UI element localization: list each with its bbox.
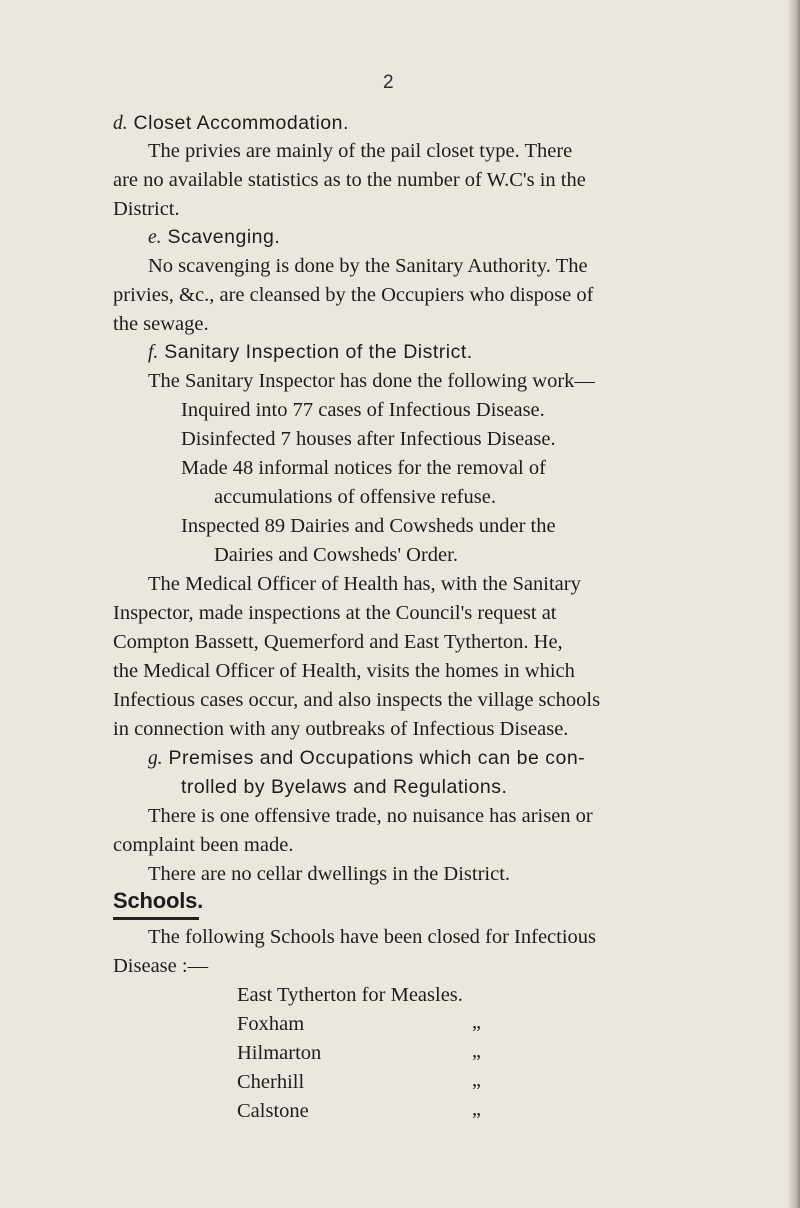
para-f-line-12: Infectious cases occur, and also inspects the village schools <box>113 689 601 711</box>
schools-heading: Schools. <box>113 888 204 913</box>
para-f-line-11: the Medical Officer of Health, visits the homes in which <box>113 660 575 682</box>
school-list-item: East Tytherton for Measles. <box>237 984 463 1006</box>
section-f-heading <box>148 339 473 366</box>
section-d-letter: d. <box>113 113 128 134</box>
page-number: 2 <box>383 72 394 93</box>
para-e-line-2: privies, &c., are cleansed by the Occupiers who dispose of <box>113 284 594 306</box>
schools-intro-line-2: Disease :— <box>113 955 209 977</box>
para-f-line-3: Disinfected 7 houses after Infectious Disease. <box>181 428 556 450</box>
section-e-title: Scavenging. <box>167 226 281 248</box>
para-f-line-7: Dairies and Cowsheds' Order. <box>214 544 458 566</box>
para-e-line-1: No scavenging is done by the Sanitary Authority. The <box>148 255 588 277</box>
para-f-line-6: Inspected 89 Dairies and Cowsheds under the <box>181 515 556 537</box>
para-f-line-9: Inspector, made inspections at the Council's request at <box>113 602 557 624</box>
para-f-line-10: Compton Bassett, Quemerford and East Tytherton. He, <box>113 631 563 653</box>
school-list-item: Calstone <box>237 1100 309 1122</box>
section-e-letter: e. <box>148 227 162 248</box>
schools-intro-line-1: The following Schools have been closed for Infectious <box>148 926 597 948</box>
ditto-mark: „ <box>472 1069 481 1091</box>
para-f-line-5: accumulations of offensive refuse. <box>214 486 496 508</box>
ditto-mark: „ <box>472 1098 481 1120</box>
para-d-line-3: District. <box>113 198 180 220</box>
para-d-line-2: are no available statistics as to the number of W.C's in the <box>113 169 586 191</box>
para-f-line-8: The Medical Officer of Health has, with the Sanitary <box>148 573 581 595</box>
para-g-line-1: There is one offensive trade, no nuisance has arisen or <box>148 805 593 827</box>
section-e-heading <box>148 224 280 251</box>
section-g-letter: g. <box>148 748 163 769</box>
page-edge-shadow <box>788 0 800 1208</box>
para-d-line-1: The privies are mainly of the pail closet type. There <box>148 140 573 162</box>
ditto-mark: „ <box>472 1040 481 1062</box>
section-d-heading <box>113 110 349 137</box>
school-list-item: Hilmarton <box>237 1042 322 1064</box>
section-g-heading <box>148 745 585 772</box>
para-f-line-4: Made 48 informal notices for the removal of <box>181 457 546 479</box>
section-g-title-line-1: Premises and Occupations which can be con- <box>168 747 586 769</box>
section-f-letter: f. <box>148 342 159 363</box>
para-f-line-1: The Sanitary Inspector has done the following work— <box>148 370 595 392</box>
para-e-line-3: the sewage. <box>113 313 209 335</box>
para-f-line-2: Inquired into 77 cases of Infectious Disease. <box>181 399 545 421</box>
para-f-line-13: in connection with any outbreaks of Infectious Disease. <box>113 718 569 740</box>
school-list-item: Cherhill <box>237 1071 305 1093</box>
ditto-mark: „ <box>472 1011 481 1033</box>
para-g-line-3: There are no cellar dwellings in the District. <box>148 863 511 885</box>
section-f-title: Sanitary Inspection of the District. <box>164 341 473 363</box>
section-g-title-line-2: trolled by Byelaws and Regulations. <box>181 776 508 798</box>
para-g-line-2: complaint been made. <box>113 834 294 856</box>
school-list-item: Foxham <box>237 1013 305 1035</box>
schools-heading-underline <box>113 917 199 920</box>
section-d-title: Closet Accommodation. <box>133 112 349 134</box>
